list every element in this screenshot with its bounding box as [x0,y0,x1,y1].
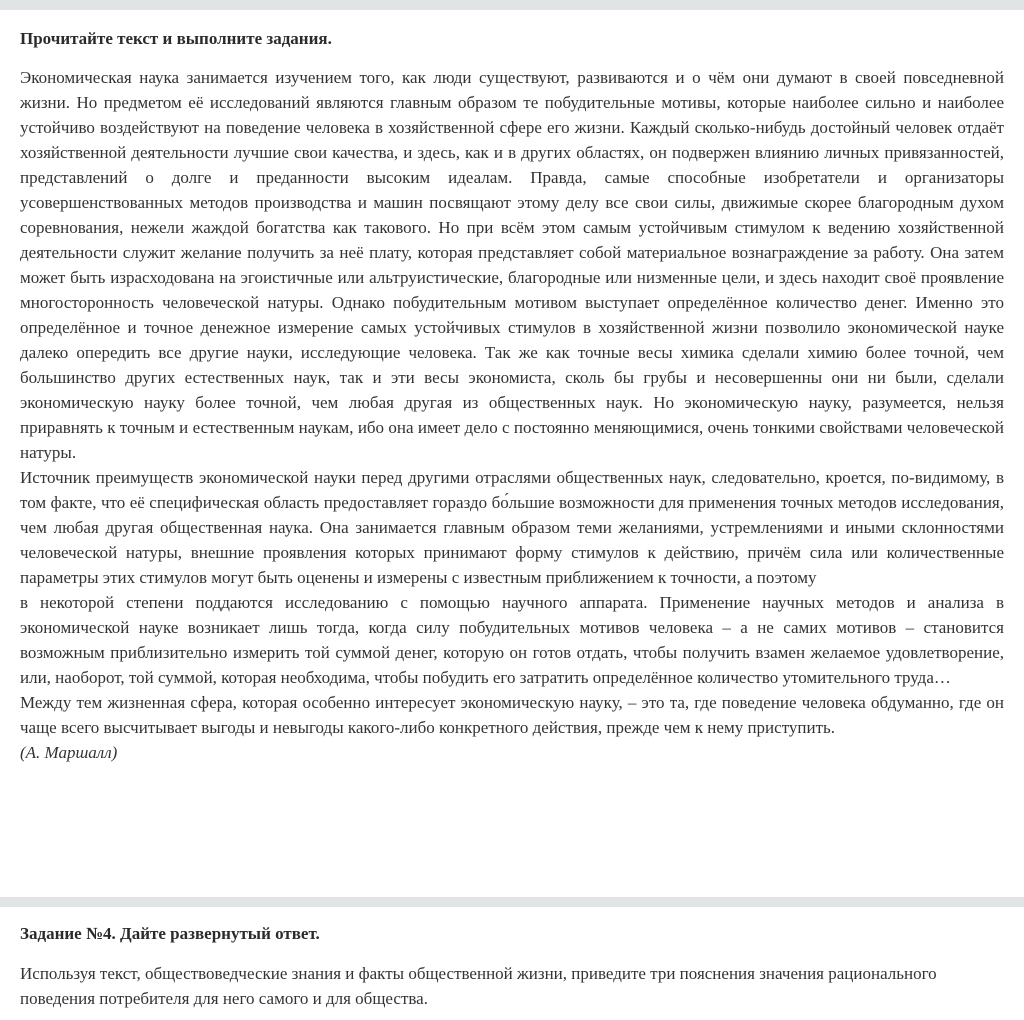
task-section [0,922,1024,1011]
author-attribution: (А. Маршалл) [20,743,118,762]
paragraph: Источник преимуществ экономической науки перед другими отраслями общественных наук, следовательно, кроется, по-видимому, в том факте, что её специфическая область предоставляет гораздо бо́льшие возможности для применения точных методов исследования, чем любая другая общественная наука. Она занимается главным образом теми желаниями, устремлениями и иными склонностями человеческой натуры, внешние проявления которых принимают форму стимулов к действию, причём сила или количественные параметры этих стимулов могут быть оценены и измерены с известным приближением к точности, а поэтому [20,468,1004,587]
top-band [0,0,1024,10]
section-separator [0,897,1024,907]
task-question: Используя текст, обществоведческие знания и факты общественной жизни, приведите три пояснения значения рационального поведения потребителя для него самого и для общества. [20,964,937,1008]
reading-text [20,65,1004,765]
paragraph: Между тем жизненная сфера, которая особенно интересует экономическую науку, – это та, где поведение человека обдуманно, где он чаще всего высчитывает выгоды и невыгоды какого-либо конкретного действия, прежде чем к нему приступить. [20,693,1004,737]
reading-heading: Прочитайте текст и выполните задания. [20,29,332,48]
paragraph: Экономическая наука занимается изучением того, как люди существуют, развиваются и о чём они думают в своей повседневной жизни. Но предметом её исследований являются главным образом те побудительные мотивы, которые наиболее сильно и наиболее устойчиво воздействуют на поведение человека в хозяйственной сфере его жизни. Каждый сколько-нибудь достойный человек отдаёт хозяйственной деятельности лучшие свои качества, и здесь, как и в других областях, он подвержен влиянию личных привязанностей, представлений о долге и преданности высоким идеалам. Правда, самые способные изобретатели и организаторы усовершенствованных методов производства и машин посвящают этому делу все свои силы, движимые скорее благородным духом соревнования, нежели жаждой богатства как такового. Но при всём этом самым устойчивым стимулом к ведению хозяйственной деятельности служит желание получить за неё плату, которая представляет собой материальное вознаграждение за работу. Она затем может быть израсходована на эгоистичные или альтруистические, благородные или низменные цели, и здесь находит своё проявление многосторонность человеческой натуры. Однако побудительным мотивом выступает определённое количество денег. Именно это определённое и точное денежное измерение самых устойчивых стимулов в хозяйственной жизни позволило экономической науке далеко опередить все другие науки, исследующие человека. Так же как точные весы химика сделали химию более точной, чем большинство других естественных наук, так и эти весы экономиста, сколь бы грубы и несовершенны они ни были, сделали экономическую науку более точной, чем любая другая из общественных наук. Но экономическую науку, разумеется, нельзя приравнять к точным и естественным наукам, ибо она имеет дело с постоянно меняющимися, очень тонкими свойствами человеческой натуры. [20,68,1004,462]
paragraph: в некоторой степени поддаются исследованию с помощью научного аппарата. Применение научных методов и анализа в экономической науке возникает лишь тогда, когда силу побудительных мотивов человека – а не самих мотивов – становится возможным приблизительно измерить той суммой денег, которую он готов отдать, чтобы получить взамен желаемое удовлетворение, или, наоборот, той суммой, которая необходима, чтобы побудить его затратить определённое количество утомительного труда… [20,593,1004,687]
task-heading: Задание №4. Дайте развернутый ответ. [20,924,320,943]
reading-section [0,27,1024,897]
